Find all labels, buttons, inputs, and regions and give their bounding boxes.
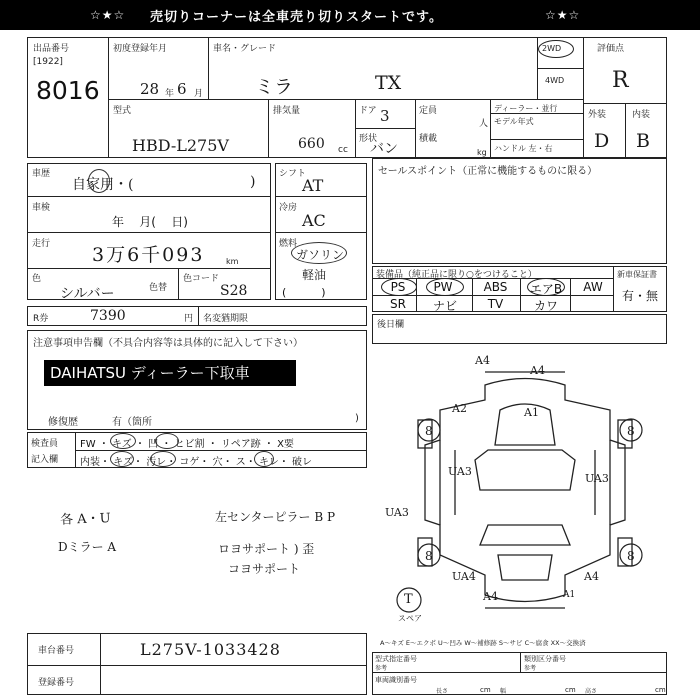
chassis-label: 車台番号 xyxy=(38,646,75,656)
use-close: ) xyxy=(250,174,256,190)
car-diagram xyxy=(380,350,670,630)
drive-4wd: 4WD xyxy=(545,76,565,85)
fuel-value-gas: ガソリン xyxy=(296,248,345,262)
warranty-value: 有・無 xyxy=(622,289,659,303)
mark-rear-bumper: A4 xyxy=(483,590,498,603)
ins-crack: ヒビ割 xyxy=(174,439,205,450)
doors-value: 3 xyxy=(380,107,390,125)
shift-value: AT xyxy=(302,176,324,195)
ps-circle xyxy=(381,278,417,296)
mark-rear-right: A4 xyxy=(584,570,599,583)
note-5: コヨサポート xyxy=(228,562,301,576)
equip-ps: PS xyxy=(390,280,406,294)
model-value: HBD-L275V xyxy=(132,136,229,155)
fuel-circle xyxy=(291,242,347,264)
equipment-label: 装備品（純正品に限り○をつけること） xyxy=(376,270,537,280)
shift-label: シフト xyxy=(279,169,307,179)
i-scratch-circle xyxy=(110,451,134,467)
equip-leather: カワ xyxy=(533,299,558,313)
repair-close: ) xyxy=(355,413,359,424)
fuel-paren: ( ) xyxy=(282,286,326,299)
mark-left-side: UA3 xyxy=(448,465,472,478)
model-year-label: モデル年式 xyxy=(494,117,534,126)
inspector-row2: 内装・ キズ・ 汚レ・ コゲ・ 穴・ ス・ キレ・ 破レ xyxy=(80,457,313,468)
ins-dirt: 汚レ xyxy=(146,457,167,468)
ins-dent: 凹 xyxy=(148,439,159,450)
mark-front-left: A2 xyxy=(452,402,467,415)
notes-label: 注意事項申告欄（不具合内容等は具体的に記入して下さい） xyxy=(33,338,303,349)
interior-label: 内装 xyxy=(632,110,651,120)
mark-front-bumper: A4 xyxy=(475,354,490,367)
lot-number: 8016 xyxy=(36,76,100,105)
ins-s: ス xyxy=(235,457,246,468)
cm-unit-1: cm xyxy=(480,686,491,694)
mark-wheel-fl: 8 xyxy=(425,424,433,438)
dent-circle xyxy=(155,433,179,449)
deposit-label: 名変猶期限 xyxy=(203,314,249,324)
capacity-label: 定員 xyxy=(419,106,438,116)
remarks-box xyxy=(372,314,667,344)
s-circle xyxy=(254,451,274,467)
vin-label: 車両識別番号 xyxy=(375,676,417,684)
spare-label: スペア xyxy=(398,614,422,623)
fuel-label: 燃料 xyxy=(279,239,298,249)
note-3: Dミラー A xyxy=(58,540,117,554)
note-2: 左センターピラー B P xyxy=(215,510,336,524)
inspection-label: 車検 xyxy=(32,203,51,213)
dim-width: 幅 xyxy=(500,688,507,695)
reg-label: 登録番号 xyxy=(38,678,75,688)
equip-airbag: エアB xyxy=(529,282,563,296)
diagram-legend: A～キズ E～エクボ U～凹み W～補修跡 S～サビ C～腐食 XX～交換済 xyxy=(380,639,586,647)
first-reg-year: 28 xyxy=(140,80,160,98)
banner-text: 売切りコーナーは全車売り切りスタートです。 xyxy=(150,9,443,25)
car-name: ミラ xyxy=(255,76,294,98)
shape-value: バン xyxy=(370,141,398,157)
equip-abs: ABS xyxy=(483,280,508,294)
mileage-label: 走行 xyxy=(32,239,51,249)
mark-left-pillar: UA3 xyxy=(385,506,409,519)
grade-label: 評価点 xyxy=(597,44,625,54)
dealer-tag: DAIHATSU ディーラー下取車 xyxy=(44,360,296,386)
inspector-row1: FW ・ キズ ・ 凹 ・ ヒビ割 ・ リペア跡 ・ X要 xyxy=(80,439,294,450)
model-label: 型式 xyxy=(113,106,132,116)
use-value: 自家用・( xyxy=(72,177,134,193)
lot-label: 出品番号 xyxy=(33,44,70,54)
ins-x: X要 xyxy=(277,439,294,450)
paint-change-label: 色替 xyxy=(149,283,168,293)
scratch-circle xyxy=(110,433,136,449)
color-code-label: 色コード xyxy=(183,274,220,284)
use-circle xyxy=(88,169,110,193)
recycle-value: 7390 xyxy=(90,308,126,324)
pw-circle xyxy=(426,278,464,296)
yen-unit: 円 xyxy=(184,314,194,324)
ins-burn: コゲ xyxy=(179,457,200,468)
exterior-label: 外装 xyxy=(588,110,607,120)
airbag-circle xyxy=(527,278,565,296)
dim-height: 高さ xyxy=(585,688,598,695)
equip-pw: PW xyxy=(433,280,453,294)
ins-scratch: キズ xyxy=(112,439,132,450)
displacement-label: 排気量 xyxy=(273,106,301,116)
equip-sr: SR xyxy=(390,297,406,311)
banner-stars-right: ☆★☆ xyxy=(545,8,581,22)
mileage-value: 3万6千093 xyxy=(92,244,205,266)
class-ref: 参考 xyxy=(524,665,537,672)
first-reg-label: 初度登録年月 xyxy=(113,44,168,54)
cm-unit-2: cm xyxy=(565,686,576,694)
exterior-score: D xyxy=(594,130,610,152)
ins-hole: 穴 xyxy=(212,457,223,468)
dim-length: 長さ xyxy=(436,688,449,695)
drive-circle xyxy=(538,40,574,58)
banner-stars-left: ☆★☆ xyxy=(90,8,126,22)
grade-score: R xyxy=(612,68,629,93)
shape-label: 形状 xyxy=(359,134,378,144)
mark-hood: A1 xyxy=(524,406,539,419)
recycle-box xyxy=(27,306,367,326)
lot-sub: [1922] xyxy=(33,57,63,67)
year-unit: 年 xyxy=(165,89,175,99)
handle-label: ハンドル 左・右 xyxy=(494,144,553,153)
dirt-circle xyxy=(150,451,176,467)
displacement-value: 660 xyxy=(298,136,325,152)
mark-wheel-rl: 8 xyxy=(425,549,433,563)
mark-front-right: A4 xyxy=(530,364,545,377)
color-value: シルバー xyxy=(60,286,115,302)
ins-repair: リペア跡 xyxy=(220,439,261,450)
car-grade: TX xyxy=(375,72,402,94)
inspector-label2: 記入欄 xyxy=(31,455,59,465)
month-unit: 月 xyxy=(194,89,204,99)
kg-unit: kg xyxy=(477,148,487,157)
repair-label: 修復歴 xyxy=(48,417,78,428)
recycle-label: R券 xyxy=(33,314,49,324)
load-label: 積載 xyxy=(419,134,438,144)
person-unit: 人 xyxy=(479,119,489,129)
equip-tv: TV xyxy=(487,297,504,311)
type-label: 型式指定番号 xyxy=(375,655,417,663)
fuel-value-diesel: 軽油 xyxy=(302,268,327,282)
mark-spare: T xyxy=(404,592,413,607)
use-label: 車歴 xyxy=(32,169,51,179)
note-1: 各 A・U xyxy=(59,511,111,528)
dealer-label: ディーラー・並行 xyxy=(494,104,558,113)
color-label: 色 xyxy=(32,274,42,284)
mark-rear-gate: A1 xyxy=(563,590,576,600)
interior-score: B xyxy=(636,130,650,152)
top-banner xyxy=(0,0,700,30)
mark-right-side: UA3 xyxy=(585,472,609,485)
ins-i-scratch: キズ xyxy=(113,457,133,468)
ins-tear: 破レ xyxy=(292,457,313,468)
ac-label: 冷房 xyxy=(279,203,298,213)
name-label: 車名・グレード xyxy=(213,44,277,54)
inspector-label1: 検査員 xyxy=(31,439,59,449)
note-4: ロヨサポート ) 歪 xyxy=(218,542,315,556)
mark-rear-left: UA4 xyxy=(452,570,476,583)
mark-wheel-rr: 8 xyxy=(627,549,635,563)
equip-navi: ナビ xyxy=(432,299,457,313)
ins-fw: FW xyxy=(80,439,96,450)
ins-interior: 内装 xyxy=(80,457,100,468)
cc-unit: cc xyxy=(338,145,348,155)
km-unit: km xyxy=(226,257,239,266)
doors-label: ドア xyxy=(359,106,377,116)
type-ref: 参考 xyxy=(375,665,388,672)
warranty-label: 新車保証書 xyxy=(617,270,657,279)
ins-cut: キレ xyxy=(258,457,279,468)
mark-wheel-fr: 8 xyxy=(627,424,635,438)
ac-value: AC xyxy=(302,211,326,230)
remarks-label: 後日欄 xyxy=(377,320,405,330)
drive-2wd: 2WD xyxy=(542,44,562,53)
class-label: 類別区分番号 xyxy=(524,655,566,663)
inspection-value: 年 月( 日) xyxy=(112,215,188,229)
sales-point-label: セールスポイント（正常に機能するものに限る） xyxy=(378,166,598,177)
equip-aw: AW xyxy=(583,280,603,294)
chassis-value: L275V-1033428 xyxy=(140,640,281,659)
first-reg-month: 6 xyxy=(177,80,187,98)
cm-unit-3: cm xyxy=(655,686,666,694)
repair-value: 有（箇所 xyxy=(112,417,152,428)
color-code-value: S28 xyxy=(220,283,248,299)
